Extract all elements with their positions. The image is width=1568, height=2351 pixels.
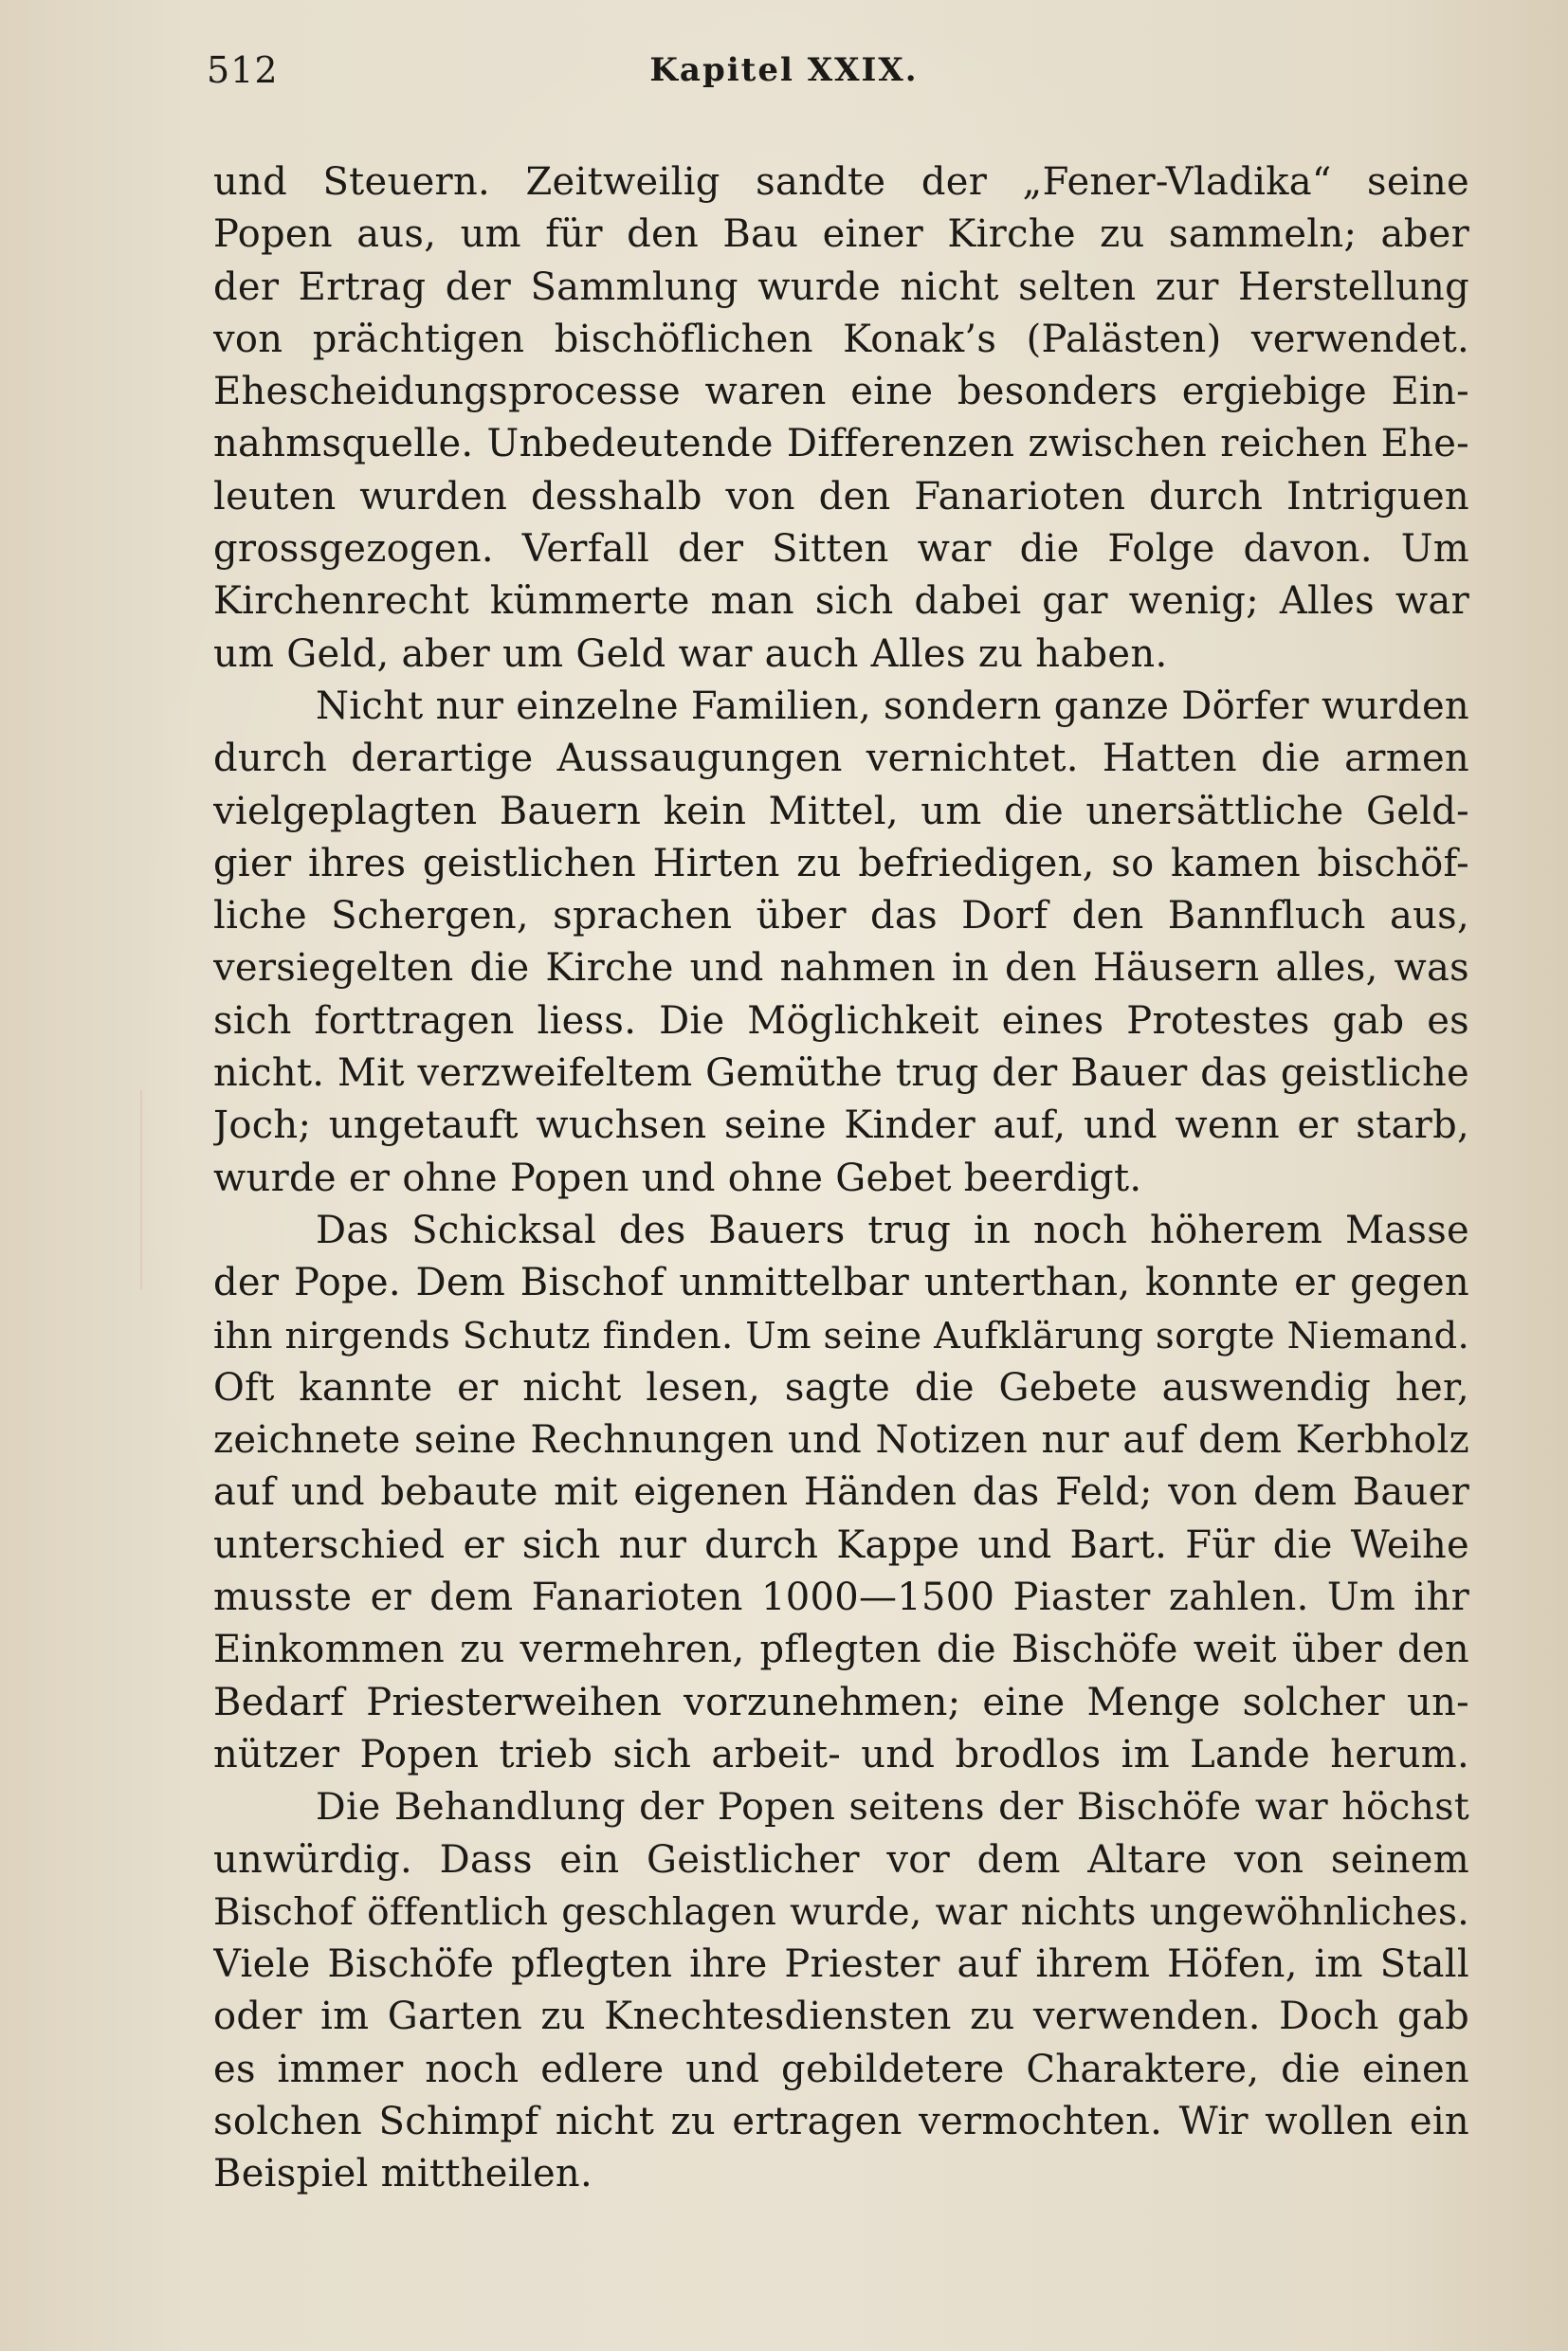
text-line: unterschied er sich nur durch Kappe und Bart. Für die Weihe (213, 1522, 1469, 1567)
body-text (213, 156, 1469, 2201)
text-line: versiegelten die Kirche und nahmen in den Häusern alles, was (213, 946, 1469, 991)
text-line: Nicht nur einzelne Familien, sondern ganze Dörfer wurden (316, 683, 1469, 728)
text-line: von prächtigen bischöflichen Konak’s (Palästen) verwendet. (213, 317, 1469, 361)
text-line: Beispiel mittheilen. (213, 2152, 593, 2196)
text-line: grossgezogen. Verfall der Sitten war die Folge davon. Um (213, 527, 1469, 572)
page-header (0, 49, 1568, 106)
text-line: gier ihres geistlichen Hirten zu befriedigen, so kamen bischöf- (213, 841, 1469, 885)
text-line: liche Schergen, sprachen über das Dorf den Bannfluch aus, (213, 894, 1469, 939)
text-line: nicht. Mit verzweifeltem Gemüthe trug der Bauer das geistliche (213, 1051, 1469, 1096)
text-line: nahmsquelle. Unbedeutende Differenzen zwischen reichen Ehe- (213, 422, 1469, 466)
text-line: der Ertrag der Sammlung wurde nicht selten zur Herstellung (213, 264, 1469, 309)
text-line: Viele Bischöfe pflegten ihre Priester auf ihrem Höfen, im Stall (213, 1942, 1469, 1987)
text-line: Ehescheidungsprocesse waren eine besonders ergiebige Ein- (213, 370, 1469, 414)
text-line: Oft kannte er nicht lesen, sagte die Gebete auswendig her, (213, 1365, 1469, 1410)
text-line: Einkommen zu vermehren, pflegten die Bischöfe weit über den (213, 1628, 1469, 1672)
text-line: Popen aus, um für den Bau einer Kirche zu sammeln; aber (213, 212, 1469, 257)
text-line: es immer noch edlere und gebildetere Charaktere, die einen (213, 2047, 1469, 2091)
text-line: unwürdig. Dass ein Geistlicher vor dem Altare von seinem (213, 1837, 1469, 1882)
text-line: der Pope. Dem Bischof unmittelbar unterthan, konnte er gegen (213, 1261, 1469, 1305)
text-line: zeichnete seine Rechnungen und Notizen nur auf dem Kerbholz (213, 1418, 1469, 1463)
text-line: Kirchenrecht kümmerte man sich dabei gar wenig; Alles war (213, 579, 1469, 624)
page-number: 512 (207, 49, 279, 91)
running-head: Kapitel XXIX. (649, 51, 919, 89)
text-line: oder im Garten zu Knechtesdiensten zu verwenden. Doch gab (213, 1995, 1469, 2039)
text-line: ihn nirgends Schutz finden. Um seine Aufklärung sorgte Niemand. (213, 1314, 1469, 1358)
text-line: nützer Popen trieb sich arbeit- und brodlos im Lande herum. (213, 1732, 1469, 1777)
text-line: Joch; ungetauft wuchsen seine Kinder auf, und wenn er starb, (213, 1103, 1469, 1148)
text-line: leuten wurden desshalb von den Fanarioten durch Intriguen (213, 474, 1469, 519)
margin-mark (140, 1090, 142, 1289)
text-line: vielgeplagten Bauern kein Mittel, um die unersättliche Geld- (213, 789, 1469, 833)
text-line: und Steuern. Zeitweilig sandte der „Fener-Vladika“ seine (213, 160, 1469, 204)
text-line: auf und bebaute mit eigenen Händen das Feld; von dem Bauer (213, 1470, 1469, 1515)
text-line: musste er dem Fanarioten 1000—1500 Piaster zahlen. Um ihr (213, 1576, 1469, 1620)
text-line: wurde er ohne Popen und ohne Gebet beerdigt. (213, 1156, 1142, 1200)
text-line: Bedarf Priesterweihen vorzunehmen; eine Menge solcher un- (213, 1680, 1469, 1724)
text-line: sich forttragen liess. Die Möglichkeit eines Protestes gab es (213, 998, 1469, 1043)
text-line: Das Schicksal des Bauers trug in noch höherem Masse (316, 1208, 1469, 1252)
text-line: durch derartige Aussaugungen vernichtet. Hatten die armen (213, 737, 1469, 781)
text-line: Bischof öffentlich geschlagen wurde, war nichts ungewöhnliches. (213, 1890, 1469, 1934)
text-line: solchen Schimpf nicht zu ertragen vermochten. Wir wollen ein (213, 2099, 1469, 2143)
text-line: um Geld, aber um Geld war auch Alles zu haben. (213, 631, 1168, 676)
text-line: Die Behandlung der Popen seitens der Bischöfe war höchst (316, 1785, 1469, 1830)
